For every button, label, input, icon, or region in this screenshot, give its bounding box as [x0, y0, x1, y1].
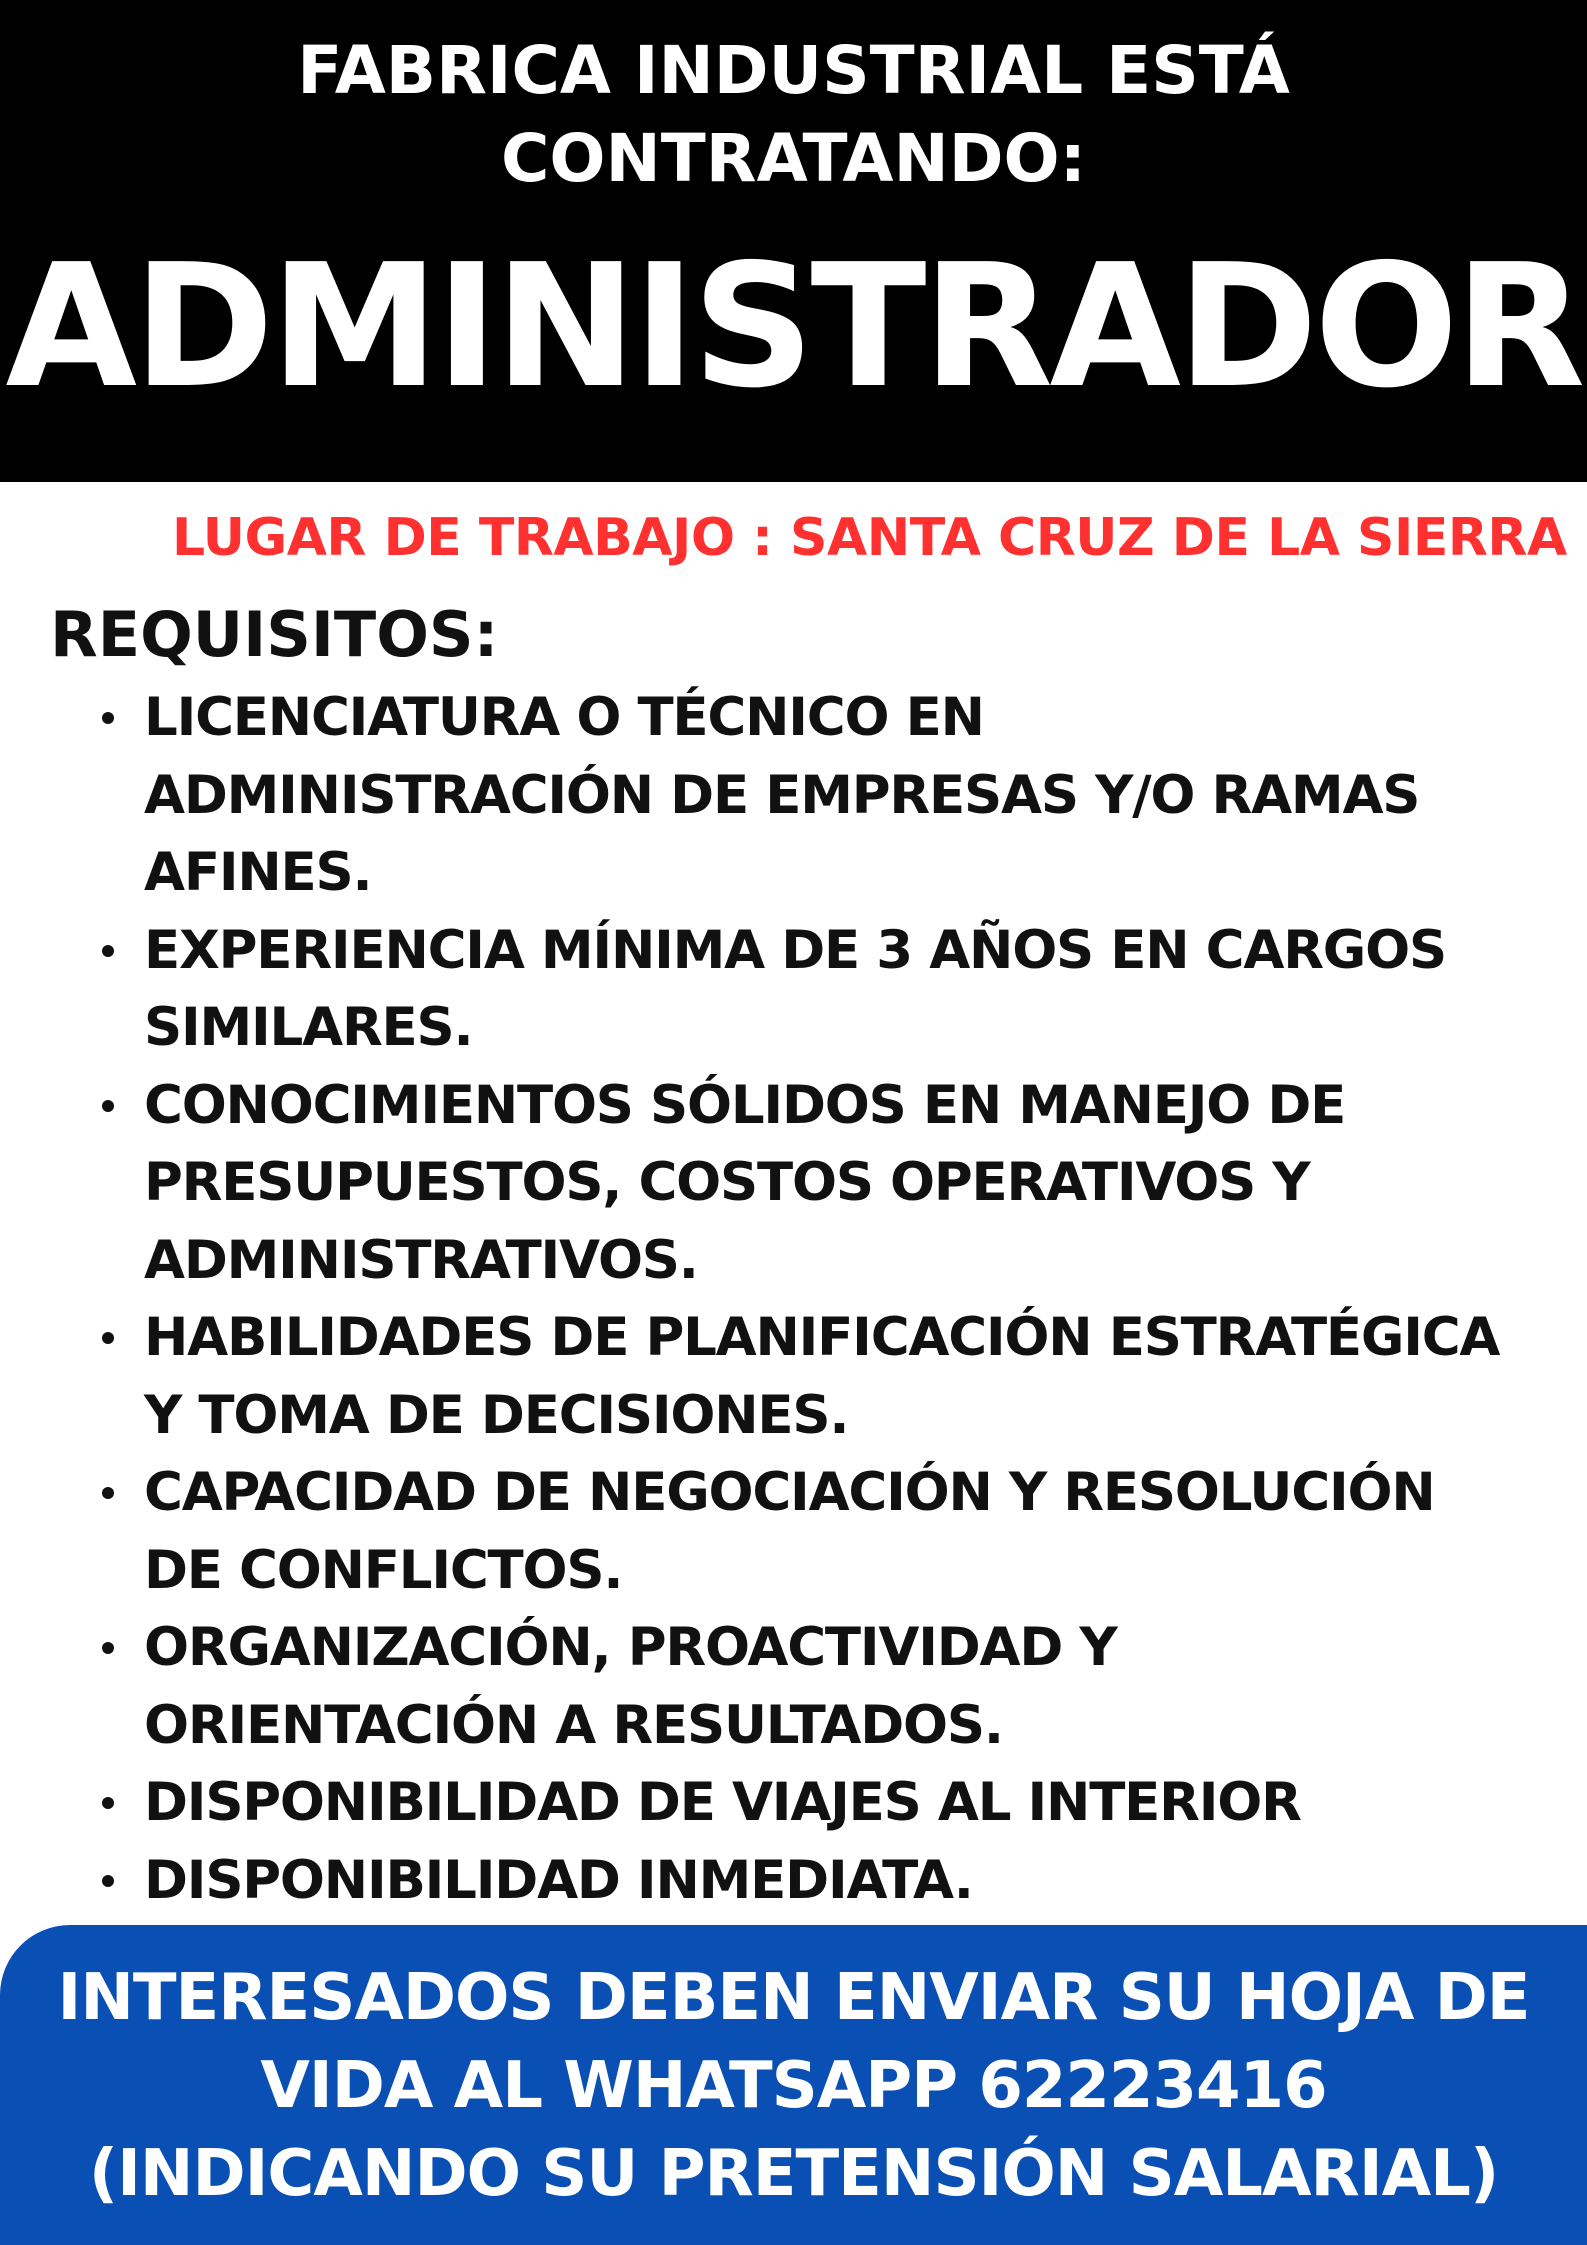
header-banner [0, 0, 1587, 482]
requirements-list [0, 679, 1587, 1919]
requirement-text: LICENCIATURA O TÉCNICO EN ADMINISTRACIÓN DE EMPRESAS Y/O RAMAS AFINES. [144, 687, 1420, 903]
requirement-item [0, 1609, 1584, 1764]
requirement-text: EXPERIENCIA MÍNIMA DE 3 AÑOS EN CARGOS SIMILARES. [144, 919, 1446, 1058]
bullet-icon [102, 1487, 114, 1499]
bullet-icon [102, 1797, 114, 1809]
requirement-text: HABILIDADES DE PLANIFICACIÓN ESTRATÉGICA Y TOMA DE DECISIONES. [144, 1307, 1500, 1446]
work-location: LUGAR DE TRABAJO : SANTA CRUZ DE LA SIERRA [172, 508, 1567, 568]
requirement-item [0, 1842, 1584, 1920]
requirement-item [0, 1299, 1584, 1454]
requirement-item [0, 1067, 1584, 1300]
bullet-icon [102, 1875, 114, 1887]
bullet-icon [102, 1332, 114, 1344]
bullet-icon [102, 945, 114, 957]
requirement-item [0, 679, 1584, 912]
contact-banner [0, 1925, 1587, 2245]
contact-line-3: (INDICANDO SU PRETENSIÓN SALARIAL) [88, 2137, 1499, 2211]
header-line-2: CONTRATANDO: [500, 120, 1087, 197]
requirement-item [0, 1764, 1584, 1842]
requirement-item [0, 1454, 1584, 1609]
contact-line-2: VIDA AL WHATSAPP 62223416 [260, 2049, 1327, 2123]
requirement-text: DISPONIBILIDAD DE VIAJES AL INTERIOR [144, 1772, 1301, 1833]
requirement-item [0, 912, 1584, 1067]
requirement-text: DISPONIBILIDAD INMEDIATA. [144, 1849, 973, 1911]
bullet-icon [102, 1642, 114, 1654]
contact-line-1: INTERESADOS DEBEN ENVIAR SU HOJA DE [57, 1961, 1530, 2035]
requirements-heading: REQUISITOS: [50, 598, 499, 671]
header-line-1: FABRICA INDUSTRIAL ESTÁ [297, 32, 1290, 109]
requirement-text: CONOCIMIENTOS SÓLIDOS EN MANEJO DE PRESUPUESTOS, COSTOS OPERATIVOS Y ADMINISTRATIVOS. [144, 1074, 1346, 1291]
requirement-text: ORGANIZACIÓN, PROACTIVIDAD Y ORIENTACIÓN A RESULTADOS. [144, 1617, 1117, 1756]
job-title: ADMINISTRADOR [5, 228, 1582, 426]
bullet-icon [102, 1100, 114, 1112]
bullet-icon [102, 712, 114, 724]
requirement-text: CAPACIDAD DE NEGOCIACIÓN Y RESOLUCIÓN DE CONFLICTOS. [144, 1462, 1435, 1601]
